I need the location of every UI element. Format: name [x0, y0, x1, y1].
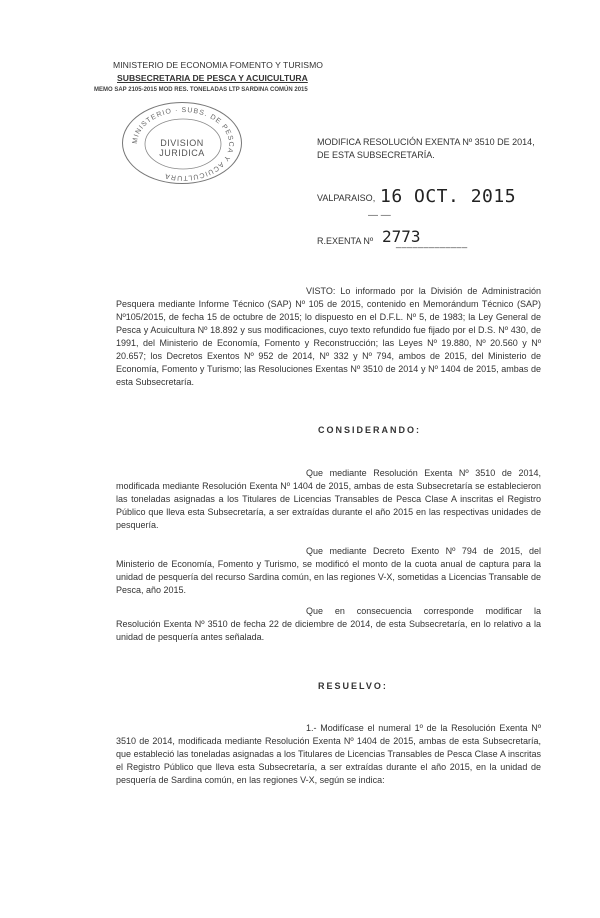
subject-line-1: MODIFICA RESOLUCIÓN EXENTA Nº 3510 DE 2014,	[317, 137, 535, 147]
resolution-number-line: _____________	[396, 238, 468, 248]
division-juridica-stamp	[122, 102, 242, 184]
stamp-line-juridica: JURIDICA	[159, 148, 205, 158]
memo-reference: MEMO SAP 2105-2015 MOD RES. TONELADAS LTP SARDINA COMÚN 2015	[94, 87, 308, 93]
subsecretaria-name: SUBSECRETARIA DE PESCA Y ACUICULTURA	[117, 73, 308, 83]
resuelvo-text-1: 1.- Modifícase el numeral 1º de la Resolución Exenta Nº 3510 de 2014, modificada mediante Resolución Exenta Nº 1404 de 2015, ambas de esta Subsecretaría, que estableció las toneladas asignadas a los Titulares de Licencias Transables de Pesca Clase A inscritas el Registro Público que lleva esta Subsecretaría, a ser extraídas durante el año 2015, en la unidad de pesquería de Sardina común, en las regiones V-X, según se indica:	[116, 723, 541, 785]
stamped-date: 16 OCT. 2015	[380, 186, 517, 207]
stamp-ring-text: MINISTERIO · SUBS. DE PESCA Y ACUICULTURA	[131, 106, 235, 182]
resolution-number-label: R.EXENTA Nº	[317, 236, 374, 246]
considerando-paragraph-2	[116, 545, 541, 597]
resuelvo-heading: RESUELVO:	[318, 681, 388, 691]
visto-text: VISTO: Lo informado por la División de Administración Pesquera mediante Informe Técnico (SAP) Nº 105 de 2015, contenido en Memorándum Técnico (SAP) Nº105/2015, de fecha 15 de octubre de 2015; lo dispuesto en el D.F.L. Nº 5, de 1983; la Ley General de Pesca y Acuicultura Nº 18.892 y sus modificaciones, cuyo texto refundido fue fijado por el D.S. Nº 430, de 1991, del Ministerio de Economía, Fomento y Reconstrucción; las Leyes Nº 19.880, Nº 20.560 y Nº 20.657; los Decretos Exentos Nº 952 de 2014, Nº 332 y Nº 794, ambos de 2015, del Ministerio de Economía, Fomento y Turismo; las Resoluciones Exentas Nº 3510 de 2014 y Nº 1404 de 2015, ambas de esta Subsecretaría.	[116, 286, 541, 387]
ministry-name: MINISTERIO DE ECONOMIA FOMENTO Y TURISMO	[113, 60, 324, 70]
considerando-paragraph-1	[116, 467, 541, 532]
considerando-paragraph-3	[116, 605, 541, 644]
resolution-subject	[317, 136, 557, 162]
resuelvo-paragraph-1	[116, 722, 541, 787]
dash-mark: — —	[368, 210, 391, 221]
subject-line-2: DE ESTA SUBSECRETARÍA.	[317, 150, 435, 160]
stamp-line-division: DIVISION	[160, 138, 204, 148]
considerando-heading: CONSIDERANDO:	[318, 425, 422, 435]
visto-paragraph	[116, 285, 541, 389]
place-label: VALPARAISO,	[317, 193, 376, 203]
considerando-text-3: Que en consecuencia corresponde modificar la Resolución Exenta Nº 3510 de fecha 22 de diciembre de 2014, de esta Subsecretaría, en lo relativo a la unidad de pesquería antes señalada.	[116, 606, 541, 642]
considerando-text-1: Que mediante Resolución Exenta Nº 3510 de 2014, modificada mediante Resolución Exenta Nº 1404 de 2015, ambas de esta Subsecretaría se establecieron las toneladas asignadas a los Titulares de Licencias Transables de Pesca Clase A inscritas el Registro Público que lleva esta Subsecretaría, a ser extraídas durante el año 2015 en las respectivas unidades de pesquería.	[116, 468, 541, 530]
resolution-number: 2773	[382, 227, 421, 246]
considerando-text-2: Que mediante Decreto Exento Nº 794 de 2015, del Ministerio de Economía, Fomento y Turismo, se modificó el monto de la cuota anual de captura para la unidad de pesquería del recurso Sardina común, en las regiones V-X, sometidas a Licencias Transable de Pesca, año 2015.	[116, 546, 541, 595]
